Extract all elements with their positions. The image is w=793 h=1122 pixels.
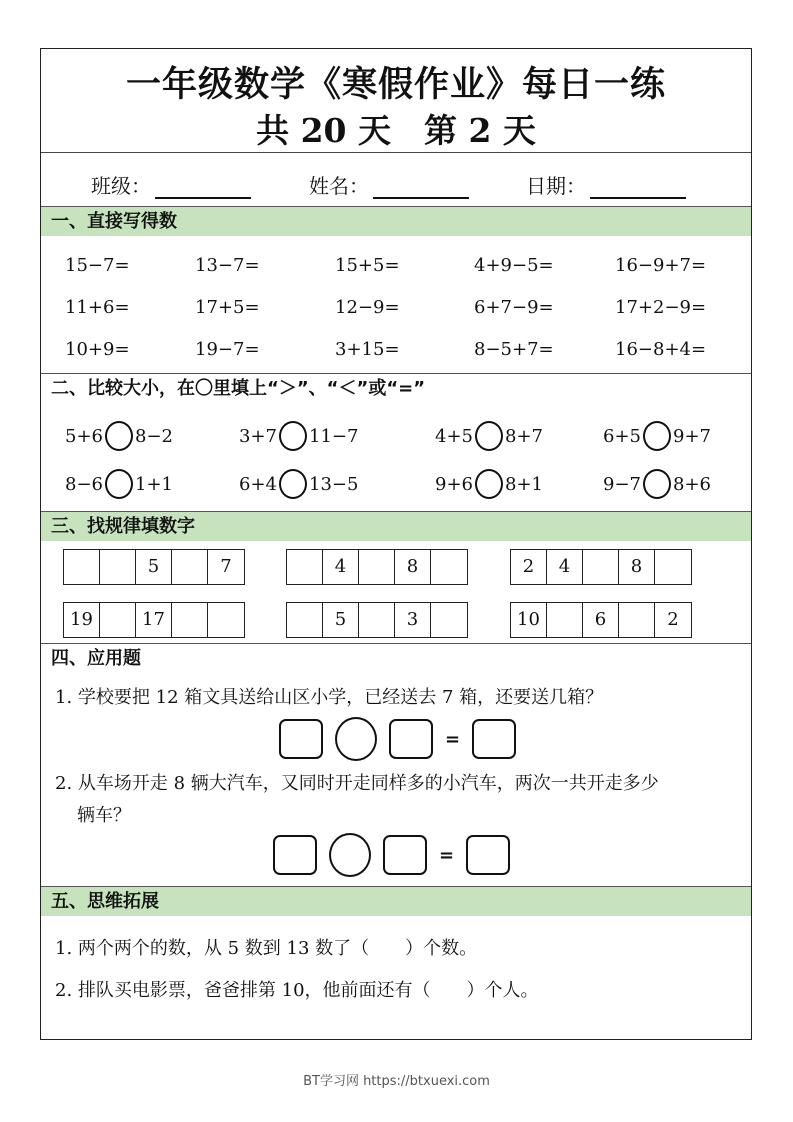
calc-item: 13−7=: [195, 255, 260, 276]
calc-item: 19−7=: [195, 339, 260, 360]
footer-watermark: BT学习网 https://btxuexi.com: [303, 1074, 490, 1089]
title-block: [41, 49, 751, 153]
student-info-row: [41, 152, 751, 206]
name-label: 姓名：: [309, 174, 369, 198]
section5-heading: 五、思维拓展: [41, 886, 751, 916]
answer-circle[interactable]: [475, 469, 503, 499]
answer-circle[interactable]: [643, 469, 671, 499]
calc-item: 12−9=: [335, 297, 400, 318]
word-problem-2-line2: 辆车？: [77, 805, 131, 826]
date-field[interactable]: [526, 170, 686, 199]
date-blank[interactable]: [590, 177, 686, 199]
answer-box[interactable]: [389, 719, 433, 759]
equals-sign: =: [439, 844, 455, 866]
class-field[interactable]: [91, 170, 251, 199]
equation-template-2: [273, 833, 510, 877]
sequence-row: 2 4 8: [510, 549, 692, 585]
answer-circle[interactable]: [105, 469, 133, 499]
sequence-row: 5 3: [286, 602, 468, 638]
word-problem-1: 1. 学校要把 12 箱文具送给山区小学，已经送去 7 箱，还要送几箱？: [55, 687, 604, 708]
answer-circle[interactable]: [475, 421, 503, 451]
worksheet: [40, 48, 752, 1040]
answer-circle[interactable]: [105, 421, 133, 451]
equals-sign: =: [445, 728, 461, 750]
section3-heading: 三、找规律填数字: [41, 511, 751, 541]
class-blank[interactable]: [155, 177, 251, 199]
operator-circle[interactable]: [335, 717, 377, 761]
sequence-row: 4 8: [286, 549, 468, 585]
section4-heading: 四、应用题: [41, 643, 751, 673]
operator-circle[interactable]: [329, 833, 371, 877]
calc-item: 8−5+7=: [474, 339, 554, 360]
answer-circle[interactable]: [279, 421, 307, 451]
answer-circle[interactable]: [643, 421, 671, 451]
date-label: 日期：: [526, 174, 586, 198]
calc-item: 16−9+7=: [615, 255, 707, 276]
calc-item: 15−7=: [65, 255, 130, 276]
calc-item: 10+9=: [65, 339, 130, 360]
name-blank[interactable]: [373, 177, 469, 199]
answer-box[interactable]: [466, 835, 510, 875]
calc-item: 6+7−9=: [474, 297, 554, 318]
compare-item: 8−6 1+1: [65, 469, 173, 499]
page-title: 一年级数学《寒假作业》每日一练: [125, 64, 666, 105]
calc-item: 15+5=: [335, 255, 400, 276]
word-problem-2-line1: 2. 从车场开走 8 辆大汽车，又同时开走同样多的小汽车，两次一共开走多少: [55, 773, 659, 794]
answer-box[interactable]: [472, 719, 516, 759]
calc-item: 3+15=: [335, 339, 400, 360]
class-label: 班级：: [91, 174, 151, 198]
calc-item: 4+9−5=: [474, 255, 554, 276]
page-subtitle: 共 20 天 第 2 天: [256, 111, 536, 150]
sequence-row: 5 7: [63, 549, 245, 585]
equation-template-1: [279, 717, 516, 761]
sequence-row: 10 6 2: [510, 602, 692, 638]
name-field[interactable]: [309, 170, 469, 199]
compare-item: 3+7 11−7: [239, 421, 358, 451]
answer-box[interactable]: [273, 835, 317, 875]
calc-item: 16−8+4=: [615, 339, 707, 360]
calc-item: 17+2−9=: [615, 297, 707, 318]
calc-item: 17+5=: [195, 297, 260, 318]
compare-item: 6+5 9+7: [603, 421, 711, 451]
compare-item: 9−7 8+6: [603, 469, 711, 499]
calc-item: 11+6=: [65, 297, 130, 318]
answer-box[interactable]: [279, 719, 323, 759]
compare-item: 9+6 8+1: [435, 469, 543, 499]
sequence-row: 19 17: [63, 602, 245, 638]
thinking-question-2: 2. 排队买电影票，爸爸排第 10，他前面还有（ ）个人。: [55, 980, 539, 1001]
compare-item: 4+5 8+7: [435, 421, 543, 451]
compare-item: 6+4 13−5: [239, 469, 358, 499]
answer-box[interactable]: [383, 835, 427, 875]
section1-heading: 一、直接写得数: [41, 206, 751, 236]
section2-heading: 二、比较大小，在〇里填上“＞”、“＜”或“=”: [41, 373, 751, 403]
thinking-question-1: 1. 两个两个的数，从 5 数到 13 数了（ ）个数。: [55, 938, 478, 959]
compare-item: 5+6 8−2: [65, 421, 173, 451]
answer-circle[interactable]: [279, 469, 307, 499]
